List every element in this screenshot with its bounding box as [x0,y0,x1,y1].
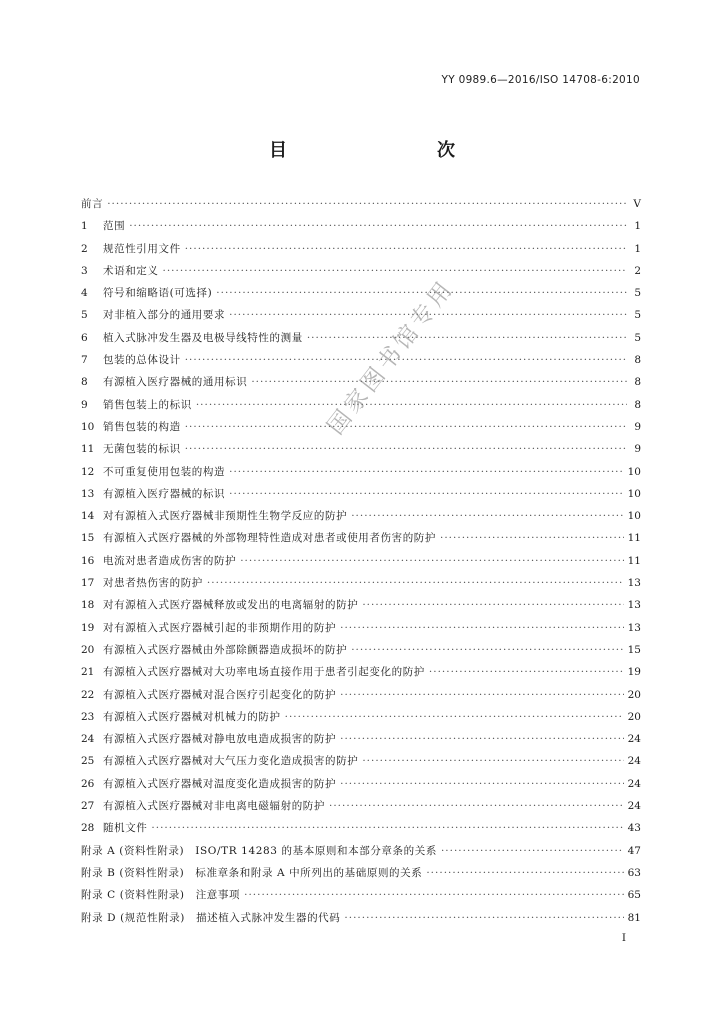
toc-entry-number: 1 [81,220,88,233]
toc-entry-label: 对非植入部分的通用要求 [103,309,226,322]
toc-entry-page: 65 [627,889,641,902]
toc-entry-number: 12 [81,465,95,478]
toc-entry[interactable] [81,530,641,552]
toc-entry-number: 5 [81,309,88,322]
toc-entry-page: 5 [634,309,641,322]
toc-entry-label: 附录 A (资料性附录) ISO/TR 14283 的基本原则和本部分章条的关系 [81,844,437,857]
page-number: I [621,932,626,944]
toc-entry[interactable] [81,307,641,329]
toc-entry[interactable] [81,196,641,218]
toc-entry[interactable] [81,664,641,686]
toc-entry[interactable] [81,575,641,597]
toc-entry-label: 有源植入医疗器械的标识 [103,487,226,500]
toc-leader-dots [329,800,624,812]
toc-entry-number: 27 [81,800,95,813]
toc-entry-label: 附录 D (规范性附录) 描述植入式脉冲发生器的代码 [81,911,341,924]
toc-entry-label: 随机文件 [103,822,148,835]
toc-entry[interactable] [81,597,641,619]
toc-leader-dots [362,599,623,611]
toc-entry-label: 附录 C (资料性附录) 注意事项 [81,889,241,902]
toc-entry-page: 19 [627,666,641,679]
toc-leader-dots [207,577,624,589]
toc-entry-page: 11 [627,532,641,545]
library-watermark: 国家图书馆专用 [322,274,460,440]
toc-entry[interactable] [81,486,641,508]
toc-entry-number: 3 [81,264,88,277]
toc-entry-label: 电流对患者造成伤害的防护 [103,554,237,567]
toc-entry-page: 13 [627,621,641,634]
toc-entry-page: 10 [627,510,641,523]
toc-entry-number: 4 [81,287,88,300]
toc-entry-page: 13 [627,577,641,590]
toc-leader-dots [429,666,624,678]
toc-entry-page: 10 [627,465,641,478]
toc-entry-label: 不可重复使用包装的构造 [103,465,226,478]
toc-leader-dots [129,220,627,232]
toc-entry-label: 有源植入式医疗器械对混合医疗引起变化的防护 [103,688,337,701]
toc-leader-dots [351,510,623,522]
toc-entry-page: V [633,198,641,210]
toc-entry-label: 对有源植入式医疗器械非预期性生物学反应的防护 [103,510,348,523]
toc-entry-label: 销售包装上的标识 [103,398,192,411]
toc-entry-page: 24 [627,777,641,790]
toc-leader-dots [344,912,623,924]
toc-entry-label: 销售包装的构造 [103,420,181,433]
toc-entry-number: 26 [81,777,95,790]
toc-entry[interactable] [81,776,641,798]
toc-leader-dots [185,443,627,455]
toc-entry-label: 有源植入式医疗器械对机械力的防护 [103,710,281,723]
standard-number: YY 0989.6—2016/ISO 14708-6:2010 [441,74,640,86]
page-title: 目 次 [269,140,493,161]
toc-entry[interactable] [81,731,641,753]
toc-leader-dots [251,376,627,388]
toc-entry-number: 17 [81,577,95,590]
toc-entry-label: 有源植入医疗器械的通用标识 [103,376,248,389]
toc-entry[interactable] [81,241,641,263]
toc-leader-dots [362,755,623,767]
toc-entry-page: 20 [627,710,641,723]
toc-entry-page: 10 [627,487,641,500]
toc-leader-dots [351,644,623,656]
toc-leader-dots [340,689,624,701]
toc-leader-dots [196,399,627,411]
toc-entry-page: 9 [634,443,641,456]
toc-entry-label: 有源植入式医疗器械的外部物理特性造成对患者或使用者伤害的防护 [103,532,436,545]
toc-leader-dots [340,622,624,634]
toc-leader-dots [340,733,624,745]
toc-entry-label: 附录 B (资料性附录) 标准章条和附录 A 中所列出的基础原则的关系 [81,866,423,879]
toc-entry[interactable] [81,687,641,709]
toc-leader-dots [107,198,627,210]
toc-entry-number: 7 [81,354,88,367]
toc-entry-page: 43 [627,822,641,835]
toc-leader-dots [340,778,624,790]
toc-entry-page: 8 [634,398,641,411]
toc-entry-label: 对患者热伤害的防护 [103,577,203,590]
toc-entry-page: 8 [634,376,641,389]
toc-entry-page: 24 [627,733,641,746]
toc-entry-page: 20 [627,688,641,701]
toc-entry-page: 9 [634,420,641,433]
toc-entry[interactable] [81,910,641,932]
toc-entry[interactable] [81,330,641,352]
toc-entry-number: 18 [81,599,95,612]
toc-leader-dots [285,711,624,723]
toc-entry-page: 13 [627,599,641,612]
toc-entry-number: 15 [81,532,95,545]
toc-entry[interactable] [81,865,641,887]
toc-leader-dots [151,822,623,834]
toc-entry-page: 63 [627,866,641,879]
toc-entry-number: 20 [81,643,95,656]
toc-entry-label: 植入式脉冲发生器及电极导线特性的测量 [103,331,303,344]
toc-entry-page: 2 [634,264,641,277]
toc-entry-page: 24 [627,800,641,813]
toc-entry-number: 6 [81,331,88,344]
toc-leader-dots [229,466,624,478]
toc-entry-label: 范围 [103,220,126,233]
toc-leader-dots [307,332,627,344]
toc-entry-page: 5 [634,331,641,344]
toc-entry-label: 对有源植入式医疗器械释放或发出的电离辐射的防护 [103,599,359,612]
toc-leader-dots [163,265,628,277]
toc-entry[interactable] [81,441,641,463]
toc-entry-number: 10 [81,420,95,433]
toc-entry[interactable] [81,508,641,530]
toc-entry-number: 25 [81,755,95,768]
toc-entry-number: 9 [81,398,88,411]
toc-entry-page: 47 [627,844,641,857]
toc-entry-label: 有源植入式医疗器械对大气压力变化造成损害的防护 [103,755,359,768]
toc-entry[interactable] [81,642,641,664]
toc-entry-number: 28 [81,822,95,835]
toc-leader-dots [440,532,624,544]
toc-leader-dots [441,845,624,857]
toc-entry-number: 11 [81,443,95,456]
toc-entry-label: 有源植入式医疗器械对大功率电场直接作用于患者引起变化的防护 [103,666,425,679]
toc-entry[interactable] [81,843,641,865]
toc-entry[interactable] [81,820,641,842]
toc-entry-label: 前言 [81,198,104,210]
toc-entry-page: 1 [634,220,641,233]
toc-entry-page: 1 [634,242,641,255]
table-of-contents [81,196,641,932]
toc-entry-label: 术语和定义 [103,264,159,277]
toc-entry-label: 符号和缩略语(可选择) [103,287,213,300]
toc-entry-label: 有源植入式医疗器械对静电放电造成损害的防护 [103,733,337,746]
toc-entry-number: 14 [81,510,95,523]
toc-entry-label: 有源植入式医疗器械对非电离电磁辐射的防护 [103,800,325,813]
toc-entry[interactable] [81,709,641,731]
toc-entry-page: 24 [627,755,641,768]
toc-entry-label: 规范性引用文件 [103,242,181,255]
toc-entry-page: 15 [627,643,641,656]
toc-entry-page: 8 [634,354,641,367]
toc-leader-dots [229,488,624,500]
toc-leader-dots [185,421,627,433]
toc-entry-label: 无菌包装的标识 [103,443,181,456]
toc-entry[interactable] [81,263,641,285]
toc-entry-label: 有源植入式医疗器械对温度变化造成损害的防护 [103,777,337,790]
toc-entry-number: 22 [81,688,95,701]
toc-entry-number: 2 [81,242,88,255]
toc-entry[interactable] [81,620,641,642]
toc-entry[interactable] [81,798,641,820]
toc-entry[interactable] [81,887,641,909]
toc-entry-page: 5 [634,287,641,300]
toc-entry[interactable] [81,285,641,307]
toc-entry-page: 11 [627,554,641,567]
toc-entry-number: 13 [81,487,95,500]
toc-entry-number: 19 [81,621,95,634]
toc-leader-dots [185,243,627,255]
toc-entry[interactable] [81,218,641,240]
toc-leader-dots [240,555,623,567]
toc-entry-page: 81 [627,911,641,924]
toc-entry-number: 23 [81,710,95,723]
toc-leader-dots [426,867,623,879]
toc-entry-number: 8 [81,376,88,389]
toc-entry-label: 有源植入式医疗器械由外部除颤器造成损坏的防护 [103,643,348,656]
toc-entry[interactable] [81,753,641,775]
toc-entry-label: 对有源植入式医疗器械引起的非预期作用的防护 [103,621,337,634]
toc-entry[interactable] [81,553,641,575]
toc-entry-number: 21 [81,666,95,679]
toc-leader-dots [244,889,624,901]
toc-entry-label: 包装的总体设计 [103,354,181,367]
toc-entry-number: 16 [81,554,95,567]
toc-entry[interactable] [81,419,641,441]
toc-entry-number: 24 [81,733,95,746]
toc-entry[interactable] [81,464,641,486]
